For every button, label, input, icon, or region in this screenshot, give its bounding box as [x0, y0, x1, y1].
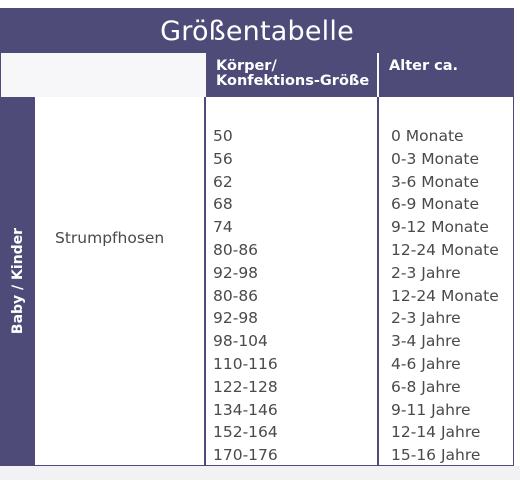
- age-cell: 12-24 Monate: [391, 286, 499, 305]
- size-cell: 110-116: [213, 354, 278, 373]
- age-cell: 12-24 Monate: [391, 240, 499, 259]
- age-cell: 9-11 Jahre: [391, 400, 471, 419]
- age-cell: 2-3 Jahre: [391, 309, 461, 328]
- age-cell: 6-8 Jahre: [391, 377, 461, 396]
- table-title: Größentabelle: [1, 9, 513, 53]
- size-cell: 74: [213, 218, 233, 237]
- table-body: [1, 97, 513, 465]
- age-cell: 9-12 Monate: [391, 218, 489, 237]
- header-row: [1, 53, 513, 97]
- size-table: [0, 8, 514, 466]
- size-column: [213, 125, 278, 467]
- age-cell: 12-14 Jahre: [391, 423, 481, 442]
- size-cell: 68: [213, 195, 233, 214]
- size-cell: 98-104: [213, 332, 268, 351]
- size-cell: 122-128: [213, 377, 278, 396]
- header-size: [206, 53, 377, 97]
- header-size-line2: Konfektions-Größe: [216, 73, 370, 89]
- size-cell: 92-98: [213, 309, 259, 328]
- column-divider-1: [204, 97, 206, 465]
- size-cell: 62: [213, 172, 233, 191]
- size-cell: 56: [213, 149, 233, 168]
- age-cell: 0 Monate: [391, 127, 464, 145]
- size-cell: 152-164: [213, 423, 278, 442]
- size-cell: 80-86: [213, 240, 259, 259]
- product-label: Strumpfhosen: [55, 229, 165, 247]
- age-cell: 3-4 Jahre: [391, 332, 461, 351]
- category-band: [1, 97, 35, 465]
- size-cell: 50: [213, 127, 233, 145]
- age-cell: 4-6 Jahre: [391, 354, 461, 373]
- age-column: [391, 125, 499, 467]
- header-age: Alter ca.: [379, 53, 513, 97]
- size-cell: 80-86: [213, 286, 259, 305]
- size-cell: 134-146: [213, 400, 278, 419]
- size-cell: 92-98: [213, 263, 259, 282]
- age-cell: 2-3 Jahre: [391, 263, 461, 282]
- bottom-edge: [0, 466, 520, 480]
- age-cell: 3-6 Monate: [391, 172, 480, 191]
- header-size-line1: Körper/: [216, 58, 277, 74]
- category-label: Baby / Kinder: [10, 227, 26, 335]
- age-cell: 0-3 Monate: [391, 149, 480, 168]
- size-cell: 170-176: [213, 446, 278, 465]
- age-cell: 15-16 Jahre: [391, 446, 481, 465]
- age-cell: 6-9 Monate: [391, 195, 480, 214]
- column-divider-2: [377, 97, 379, 465]
